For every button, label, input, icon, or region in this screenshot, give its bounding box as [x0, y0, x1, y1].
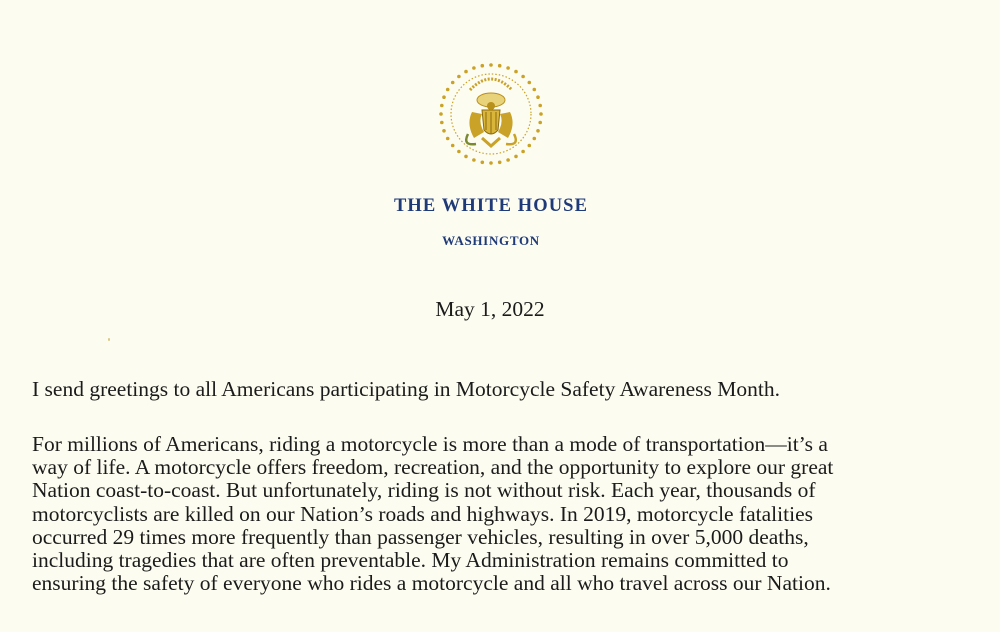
seal-star: [538, 121, 542, 125]
presidential-seal-icon: [432, 60, 550, 168]
seal-star: [440, 104, 444, 108]
letterhead-title: THE WHITE HOUSE: [393, 196, 589, 216]
seal-star: [481, 64, 485, 68]
seal-star: [457, 150, 461, 154]
seal-star: [439, 112, 443, 116]
letter-paragraph: [32, 433, 1000, 595]
paragraph-line: ensuring the safety of everyone who rides a motorcycle and all who travel across our Nation.: [32, 571, 831, 596]
paper-speck: [108, 338, 110, 341]
seal-star: [472, 66, 476, 70]
seal-star: [442, 95, 446, 99]
seal-star: [506, 158, 510, 162]
seal-star: [514, 70, 518, 74]
seal-star: [464, 155, 468, 159]
seal-star: [536, 95, 540, 99]
seal-star: [533, 137, 537, 141]
seal-star: [457, 75, 461, 79]
letter-paragraph: I send greetings to all Americans participating in Motorcycle Safety Awareness Month.: [32, 377, 780, 401]
seal-star: [481, 161, 485, 165]
seal-star: [514, 155, 518, 159]
seal-star: [451, 81, 455, 85]
seal-star: [446, 137, 450, 141]
seal-star: [498, 161, 502, 165]
paragraph-line: For millions of Americans, riding a motorcycle is more than a mode of transportation—it’s a: [32, 432, 828, 456]
paragraph-line: motorcyclists are killed on our Nation’s roads and highways. In 2019, motorcycle fatalities: [32, 501, 813, 526]
seal-star: [440, 121, 444, 125]
letter-date: May 1, 2022: [435, 297, 545, 321]
seal-star: [536, 129, 540, 133]
seal-star: [528, 81, 532, 85]
seal-star: [506, 66, 510, 70]
seal-star: [528, 144, 532, 148]
paragraph-line: Nation coast-to-coast. But unfortunately, riding is not without risk. Each year, thousands of: [32, 478, 816, 503]
seal-star: [498, 64, 502, 68]
seal-star: [521, 150, 525, 154]
seal-star: [464, 70, 468, 74]
paragraph-line: including tragedies that are often preventable. My Administration remains committed to: [32, 548, 789, 573]
letterhead-subtitle: WASHINGTON: [442, 233, 540, 248]
seal-star: [533, 88, 537, 92]
seal-star: [489, 63, 493, 67]
paragraph-line: occurred 29 times more frequently than passenger vehicles, resulting in over 5,000 deaths,: [32, 524, 809, 549]
seal-star: [442, 129, 446, 133]
seal-star: [521, 75, 525, 79]
paragraph-line: way of life. A motorcycle offers freedom, recreation, and the opportunity to explore our great: [32, 455, 834, 480]
seal-star: [538, 104, 542, 108]
seal-star: [472, 158, 476, 162]
seal-star: [446, 88, 450, 92]
seal-star: [451, 144, 455, 148]
seal-star: [539, 112, 543, 116]
seal-star: [489, 161, 493, 165]
